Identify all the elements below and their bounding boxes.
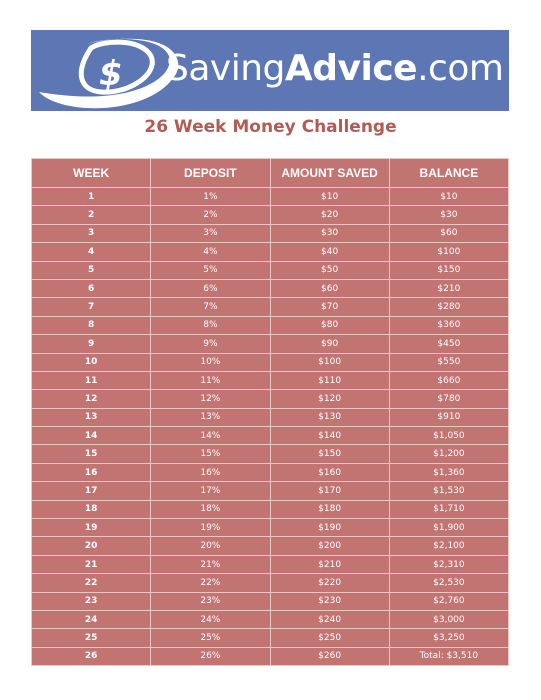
table-row [32,279,509,297]
amount-saved-cell: $90 [270,335,389,353]
balance-cell: $1,050 [389,427,508,445]
amount-saved-cell: $50 [270,261,389,279]
deposit-cell: 8% [151,316,270,334]
amount-saved-cell: $170 [270,482,389,500]
amount-saved-cell: $30 [270,224,389,242]
balance-cell: $780 [389,390,508,408]
table-row [32,371,509,389]
logo-suffix: .com [417,48,504,89]
week-cell: 24 [32,610,151,628]
amount-saved-cell: $240 [270,610,389,628]
table-row [32,500,509,518]
deposit-cell: 10% [151,353,270,371]
week-cell: 8 [32,316,151,334]
deposit-cell: 16% [151,463,270,481]
deposit-cell: 22% [151,574,270,592]
week-cell: 6 [32,279,151,297]
deposit-cell: 17% [151,482,270,500]
amount-saved-cell: $260 [270,647,389,665]
deposit-cell: 1% [151,188,270,206]
week-cell: 13 [32,408,151,426]
balance-cell: $550 [389,353,508,371]
week-cell: 14 [32,427,151,445]
balance-cell: $1,200 [389,445,508,463]
column-header-amount-saved: AMOUNT SAVED [270,159,389,188]
week-cell: 19 [32,519,151,537]
amount-saved-cell: $40 [270,243,389,261]
amount-saved-cell: $190 [270,519,389,537]
deposit-cell: 6% [151,279,270,297]
balance-cell: $150 [389,261,508,279]
table-row [32,555,509,573]
amount-saved-cell: $250 [270,629,389,647]
balance-cell: $1,710 [389,500,508,518]
header-banner [31,30,509,111]
table-row [32,353,509,371]
table-row [32,408,509,426]
deposit-cell: 3% [151,224,270,242]
amount-saved-cell: $110 [270,371,389,389]
deposit-cell: 9% [151,335,270,353]
challenge-table [31,158,509,666]
deposit-cell: 23% [151,592,270,610]
balance-cell: $2,100 [389,537,508,555]
week-cell: 4 [32,243,151,261]
balance-cell: $10 [389,188,508,206]
table-row [32,188,509,206]
week-cell: 16 [32,463,151,481]
balance-cell: $910 [389,408,508,426]
week-cell: 3 [32,224,151,242]
deposit-cell: 7% [151,298,270,316]
week-cell: 15 [32,445,151,463]
balance-cell: $1,360 [389,463,508,481]
column-header-week: WEEK [32,159,151,188]
table-row [32,427,509,445]
week-cell: 21 [32,555,151,573]
week-cell: 17 [32,482,151,500]
table-row [32,592,509,610]
balance-cell: $360 [389,316,508,334]
amount-saved-cell: $70 [270,298,389,316]
table-row [32,445,509,463]
table-row [32,574,509,592]
table-row [32,610,509,628]
table-row [32,261,509,279]
balance-cell: $2,760 [389,592,508,610]
deposit-cell: 12% [151,390,270,408]
table-row [32,298,509,316]
week-cell: 9 [32,335,151,353]
week-cell: 1 [32,188,151,206]
week-cell: 7 [32,298,151,316]
balance-cell: $280 [389,298,508,316]
balance-cell: $3,250 [389,629,508,647]
dollar-sign: $ [99,54,123,94]
deposit-cell: 11% [151,371,270,389]
week-cell: 5 [32,261,151,279]
balance-cell: $1,530 [389,482,508,500]
table-row [32,537,509,555]
balance-cell: Total: $3,510 [389,647,508,665]
week-cell: 2 [32,206,151,224]
deposit-cell: 15% [151,445,270,463]
deposit-cell: 26% [151,647,270,665]
deposit-cell: 24% [151,610,270,628]
amount-saved-cell: $20 [270,206,389,224]
amount-saved-cell: $200 [270,537,389,555]
table-row [32,316,509,334]
amount-saved-cell: $10 [270,188,389,206]
amount-saved-cell: $140 [270,427,389,445]
deposit-cell: 4% [151,243,270,261]
amount-saved-cell: $150 [270,445,389,463]
balance-cell: $100 [389,243,508,261]
table-row [32,463,509,481]
amount-saved-cell: $80 [270,316,389,334]
table-row [32,482,509,500]
amount-saved-cell: $180 [270,500,389,518]
balance-cell: $60 [389,224,508,242]
amount-saved-cell: $230 [270,592,389,610]
amount-saved-cell: $60 [270,279,389,297]
logo-regular: Saving [166,48,285,89]
table-row [32,206,509,224]
deposit-cell: 5% [151,261,270,279]
page-title: 26 Week Money Challenge [144,117,397,137]
amount-saved-cell: $130 [270,408,389,426]
logo-bold: Advice [284,48,418,89]
amount-saved-cell: $220 [270,574,389,592]
week-cell: 26 [32,647,151,665]
balance-cell: $660 [389,371,508,389]
table-row [32,224,509,242]
balance-cell: $2,530 [389,574,508,592]
week-cell: 20 [32,537,151,555]
site-logo-text[interactable] [166,44,503,94]
table-header-row [32,159,509,188]
balance-cell: $210 [389,279,508,297]
deposit-cell: 25% [151,629,270,647]
week-cell: 18 [32,500,151,518]
balance-cell: $1,900 [389,519,508,537]
week-cell: 22 [32,574,151,592]
table-row [32,390,509,408]
week-cell: 10 [32,353,151,371]
table-row [32,629,509,647]
week-cell: 11 [32,371,151,389]
table-row [32,519,509,537]
balance-cell: $30 [389,206,508,224]
amount-saved-cell: $210 [270,555,389,573]
deposit-cell: 13% [151,408,270,426]
deposit-cell: 2% [151,206,270,224]
table-row [32,647,509,665]
week-cell: 25 [32,629,151,647]
column-header-balance: BALANCE [389,159,508,188]
balance-cell: $3,000 [389,610,508,628]
table-row [32,243,509,261]
deposit-cell: 20% [151,537,270,555]
amount-saved-cell: $160 [270,463,389,481]
table-row [32,335,509,353]
balance-cell: $2,310 [389,555,508,573]
column-header-deposit: DEPOSIT [151,159,270,188]
amount-saved-cell: $120 [270,390,389,408]
deposit-cell: 14% [151,427,270,445]
amount-saved-cell: $100 [270,353,389,371]
week-cell: 12 [32,390,151,408]
week-cell: 23 [32,592,151,610]
balance-cell: $450 [389,335,508,353]
deposit-cell: 18% [151,500,270,518]
deposit-cell: 21% [151,555,270,573]
deposit-cell: 19% [151,519,270,537]
